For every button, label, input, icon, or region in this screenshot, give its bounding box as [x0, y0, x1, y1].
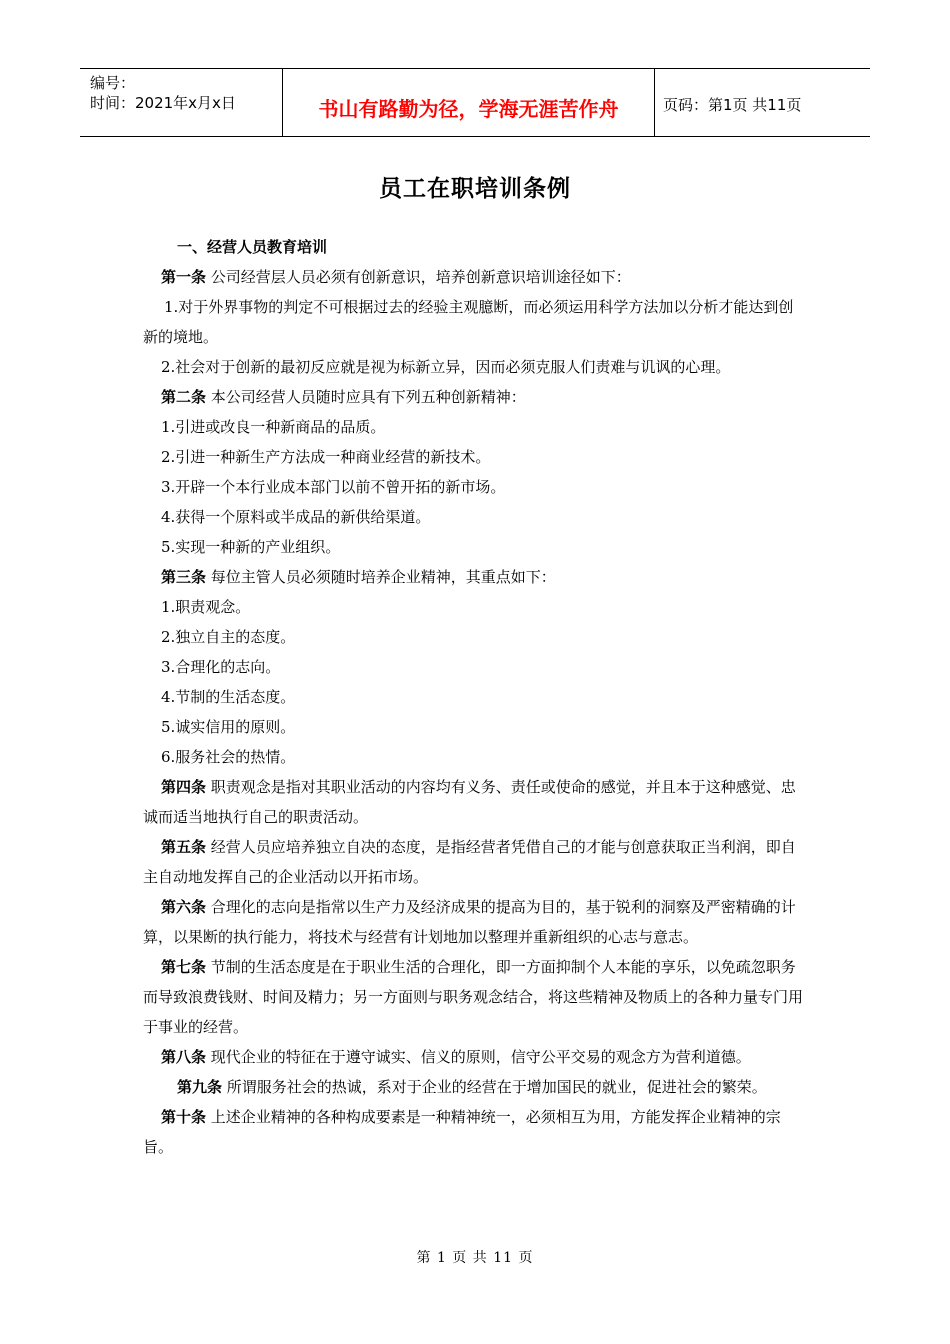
- article-label: 第九条: [177, 1078, 223, 1096]
- list-item: 4.节制的生活态度。: [161, 688, 296, 706]
- number-label: 编号：: [90, 74, 136, 92]
- header-motto-cell: [283, 69, 655, 136]
- header-meta-cell: [80, 69, 283, 136]
- document-title: 员工在职培训条例: [379, 176, 571, 202]
- article-text: 职责观念是指对其职业活动的内容均有义务、责任或使命的感觉，并且本于这种感觉、忠诚而适当地执行自己的职责活动。: [143, 778, 796, 826]
- date-line: 时间：2021年x月x日: [90, 94, 236, 112]
- article-text: 经营人员应培养独立自决的态度，是指经营者凭借自己的才能与创意获取正当利润，即自主自动地发挥自己的企业活动以开拓市场。: [143, 838, 796, 886]
- article-3: [143, 562, 808, 592]
- article-4: [143, 772, 808, 832]
- document-header: [80, 68, 870, 137]
- list-item: 5.诚实信用的原则。: [161, 718, 296, 736]
- list-item: 1.引进或改良一种新商品的品质。: [161, 418, 386, 436]
- article-text: 合理化的志向是指常以生产力及经济成果的提高为目的，基于锐利的洞察及严密精确的计算，以果断的执行能力，将技术与经营有计划地加以整理并重新组织的心志与意志。: [143, 898, 796, 946]
- article-8: [143, 1042, 808, 1072]
- page-info: 页码：第1页 共11页: [663, 96, 802, 114]
- list-item: 2.引进一种新生产方法成一种商业经营的新技术。: [161, 448, 491, 466]
- article-label: 第七条: [161, 958, 207, 976]
- article-label: 第十条: [161, 1108, 207, 1126]
- article-2: [143, 382, 808, 412]
- list-item: 6.服务社会的热情。: [161, 748, 296, 766]
- article-text: 所谓服务社会的热诚，系对于企业的经营在于增加国民的就业，促进社会的繁荣。: [222, 1078, 767, 1096]
- article-label: 第六条: [161, 898, 207, 916]
- list-item: 5.实现一种新的产业组织。: [161, 538, 341, 556]
- article-10: [143, 1102, 808, 1162]
- article-1: [143, 262, 808, 292]
- list-item: 1.对于外界事物的判定不可根据过去的经验主观臆断，而必须运用科学方法加以分析才能达到创新的境地。: [143, 298, 794, 346]
- article-text: 上述企业精神的各种构成要素是一种精神统一，必须相互为用，方能发挥企业精神的宗旨。: [143, 1108, 781, 1156]
- article-7: [143, 952, 808, 1042]
- document-body: [143, 232, 808, 1162]
- list-item: 4.获得一个原料或半成品的新供给渠道。: [161, 508, 431, 526]
- article-label: 第四条: [161, 778, 207, 796]
- article-text: 现代企业的特征在于遵守诚实、信义的原则，信守公平交易的观念方为营利道德。: [206, 1048, 751, 1066]
- article-label: 第八条: [161, 1048, 207, 1066]
- article-text: 本公司经营人员随时应具有下列五种创新精神：: [206, 388, 526, 406]
- section-heading: 一、经营人员教育培训: [177, 238, 328, 256]
- header-page-cell: [655, 69, 870, 136]
- article-label: 第一条: [161, 268, 207, 286]
- list-item: 2.独立自主的态度。: [161, 628, 296, 646]
- list-item: 1.职责观念。: [161, 598, 251, 616]
- article-5: [143, 832, 808, 892]
- page-footer: 第 1 页 共 11 页: [416, 1250, 534, 1266]
- article-6: [143, 892, 808, 952]
- article-label: 第二条: [161, 388, 207, 406]
- article-label: 第三条: [161, 568, 207, 586]
- article-text: 每位主管人员必须随时培养企业精神，其重点如下：: [206, 568, 556, 586]
- article-text: 公司经营层人员必须有创新意识，培养创新意识培训途径如下：: [206, 268, 631, 286]
- article-text: 节制的生活态度是在于职业生活的合理化，即一方面抑制个人本能的享乐，以免疏忽职务而导致浪费钱财、时间及精力；另一方面则与职务观念结合，将这些精神及物质上的各种力量专门用于事业的经营。: [143, 958, 804, 1036]
- list-item: 2.社会对于创新的最初反应就是视为标新立异，因而必须克服人们责难与讥讽的心理。: [161, 358, 731, 376]
- article-9: [143, 1072, 808, 1102]
- motto: 书山有路勤为径，学海无涯苦作舟: [318, 97, 619, 121]
- article-label: 第五条: [161, 838, 207, 856]
- list-item: 3.合理化的志向。: [161, 658, 281, 676]
- list-item: 3.开辟一个本行业成本部门以前不曾开拓的新市场。: [161, 478, 506, 496]
